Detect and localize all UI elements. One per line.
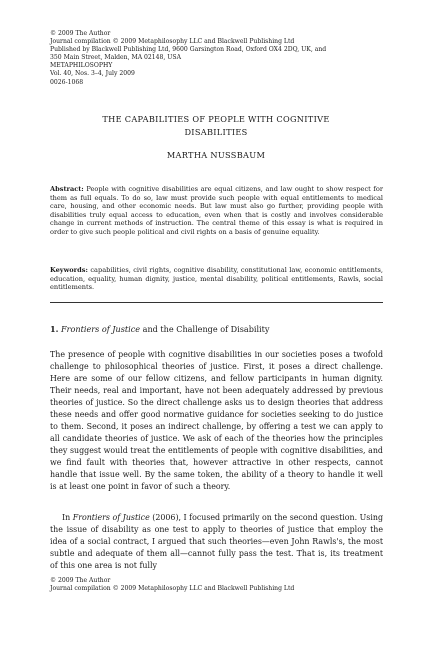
journal-compilation-line: Journal compilation © 2009 Metaphilosophy LLC and Blackwell Publishing Ltd [50, 38, 295, 46]
journal-name: METAPHILOSOPHY [50, 62, 113, 70]
publication-header [50, 30, 390, 87]
abstract-text: People with cognitive disabilities are equal citizens, and law ought to show respect for them as full equals. To do so, law must provide such people with equal entitlements to medical care, housing, and other economic needs. But law must also go further, providing people with disabilities truly equal access to education, even when that is costly and involves considerable change in current methods of instruction. The central theme of this essay is what is required in order to give such people political and civil rights on a basis of genuine equality. [50, 185, 383, 236]
abstract [50, 185, 383, 237]
paragraph-2-prefix: In [62, 513, 71, 522]
publisher-line: Published by Blackwell Publishing Ltd, 9600 Garsington Road, Oxford OX4 2DQ, UK, and [50, 46, 327, 54]
paragraph-2-book-title: Frontiers of Justice [72, 513, 150, 522]
page-footer [50, 577, 383, 593]
footer-copyright: © 2009 The Author [50, 577, 111, 584]
copyright-line: © 2009 The Author [50, 30, 111, 37]
abstract-label: Abstract: [50, 185, 84, 193]
section-heading [50, 324, 383, 334]
keywords-label: Keywords: [50, 266, 88, 274]
title-line-2: DISABILITIES [184, 127, 248, 137]
volume-line: Vol. 40, Nos. 3–4, July 2009 [50, 70, 135, 78]
body-paragraph-2 [50, 512, 383, 572]
article-title [40, 113, 392, 139]
section-title-italic: Frontiers of Justice [61, 324, 141, 334]
paragraph-2-text: (2006), I focused primarily on the second question. Using the issue of disability as one test to apply to theories of justice that employ the idea of a social contract, I argued that such theories—even John Rawls's, the most subtle and adequate of them all—cannot fully pass the test. That is, its treatment of this one area is not fully [50, 513, 384, 570]
footer-compilation: Journal compilation © 2009 Metaphilosophy LLC and Blackwell Publishing Ltd [50, 585, 295, 593]
keywords [50, 266, 383, 292]
section-divider [50, 302, 383, 303]
section-number: 1. [50, 324, 59, 334]
issn-line: 0026-1068 [50, 78, 84, 86]
publisher-address-line: 350 Main Street, Malden, MA 02148, USA [50, 54, 181, 62]
section-title-rest: and the Challenge of Disability [142, 324, 270, 334]
body-paragraph-1: The presence of people with cognitive disabilities in our societies poses a twofold challenge to philosophical theories of justice. First, it poses a direct challenge. Here are some of our fellow citizens, and fellow participants in human dignity. Their needs, real and important, have not been adequately addressed by previous theories of justice. So the direct challenge asks us to design theories that address these needs and offer good normative guidance for societies seeking to do justice to them. Second, it poses an indirect challenge, by offering a test we can apply to all candidate theories of justice. We ask of each of the theories how the principles they suggest would treat the entitlements of people with cognitive disabilities, and we find fault with theories that, however attractive in other respects, cannot handle that issue well. By the same token, the ability of a theory to handle it well is at least one point in favor of such a theory. [50, 350, 383, 491]
keywords-text: capabilities, civil rights, cognitive disability, constitutional law, economic entitlements, education, equality, human dignity, justice, mental disability, political entitlements, Rawls, social entitlements. [50, 266, 383, 292]
author-name: MARTHA NUSSBAUM [166, 150, 266, 160]
title-line-1: THE CAPABILITIES OF PEOPLE WITH COGNITIVE [102, 114, 330, 124]
